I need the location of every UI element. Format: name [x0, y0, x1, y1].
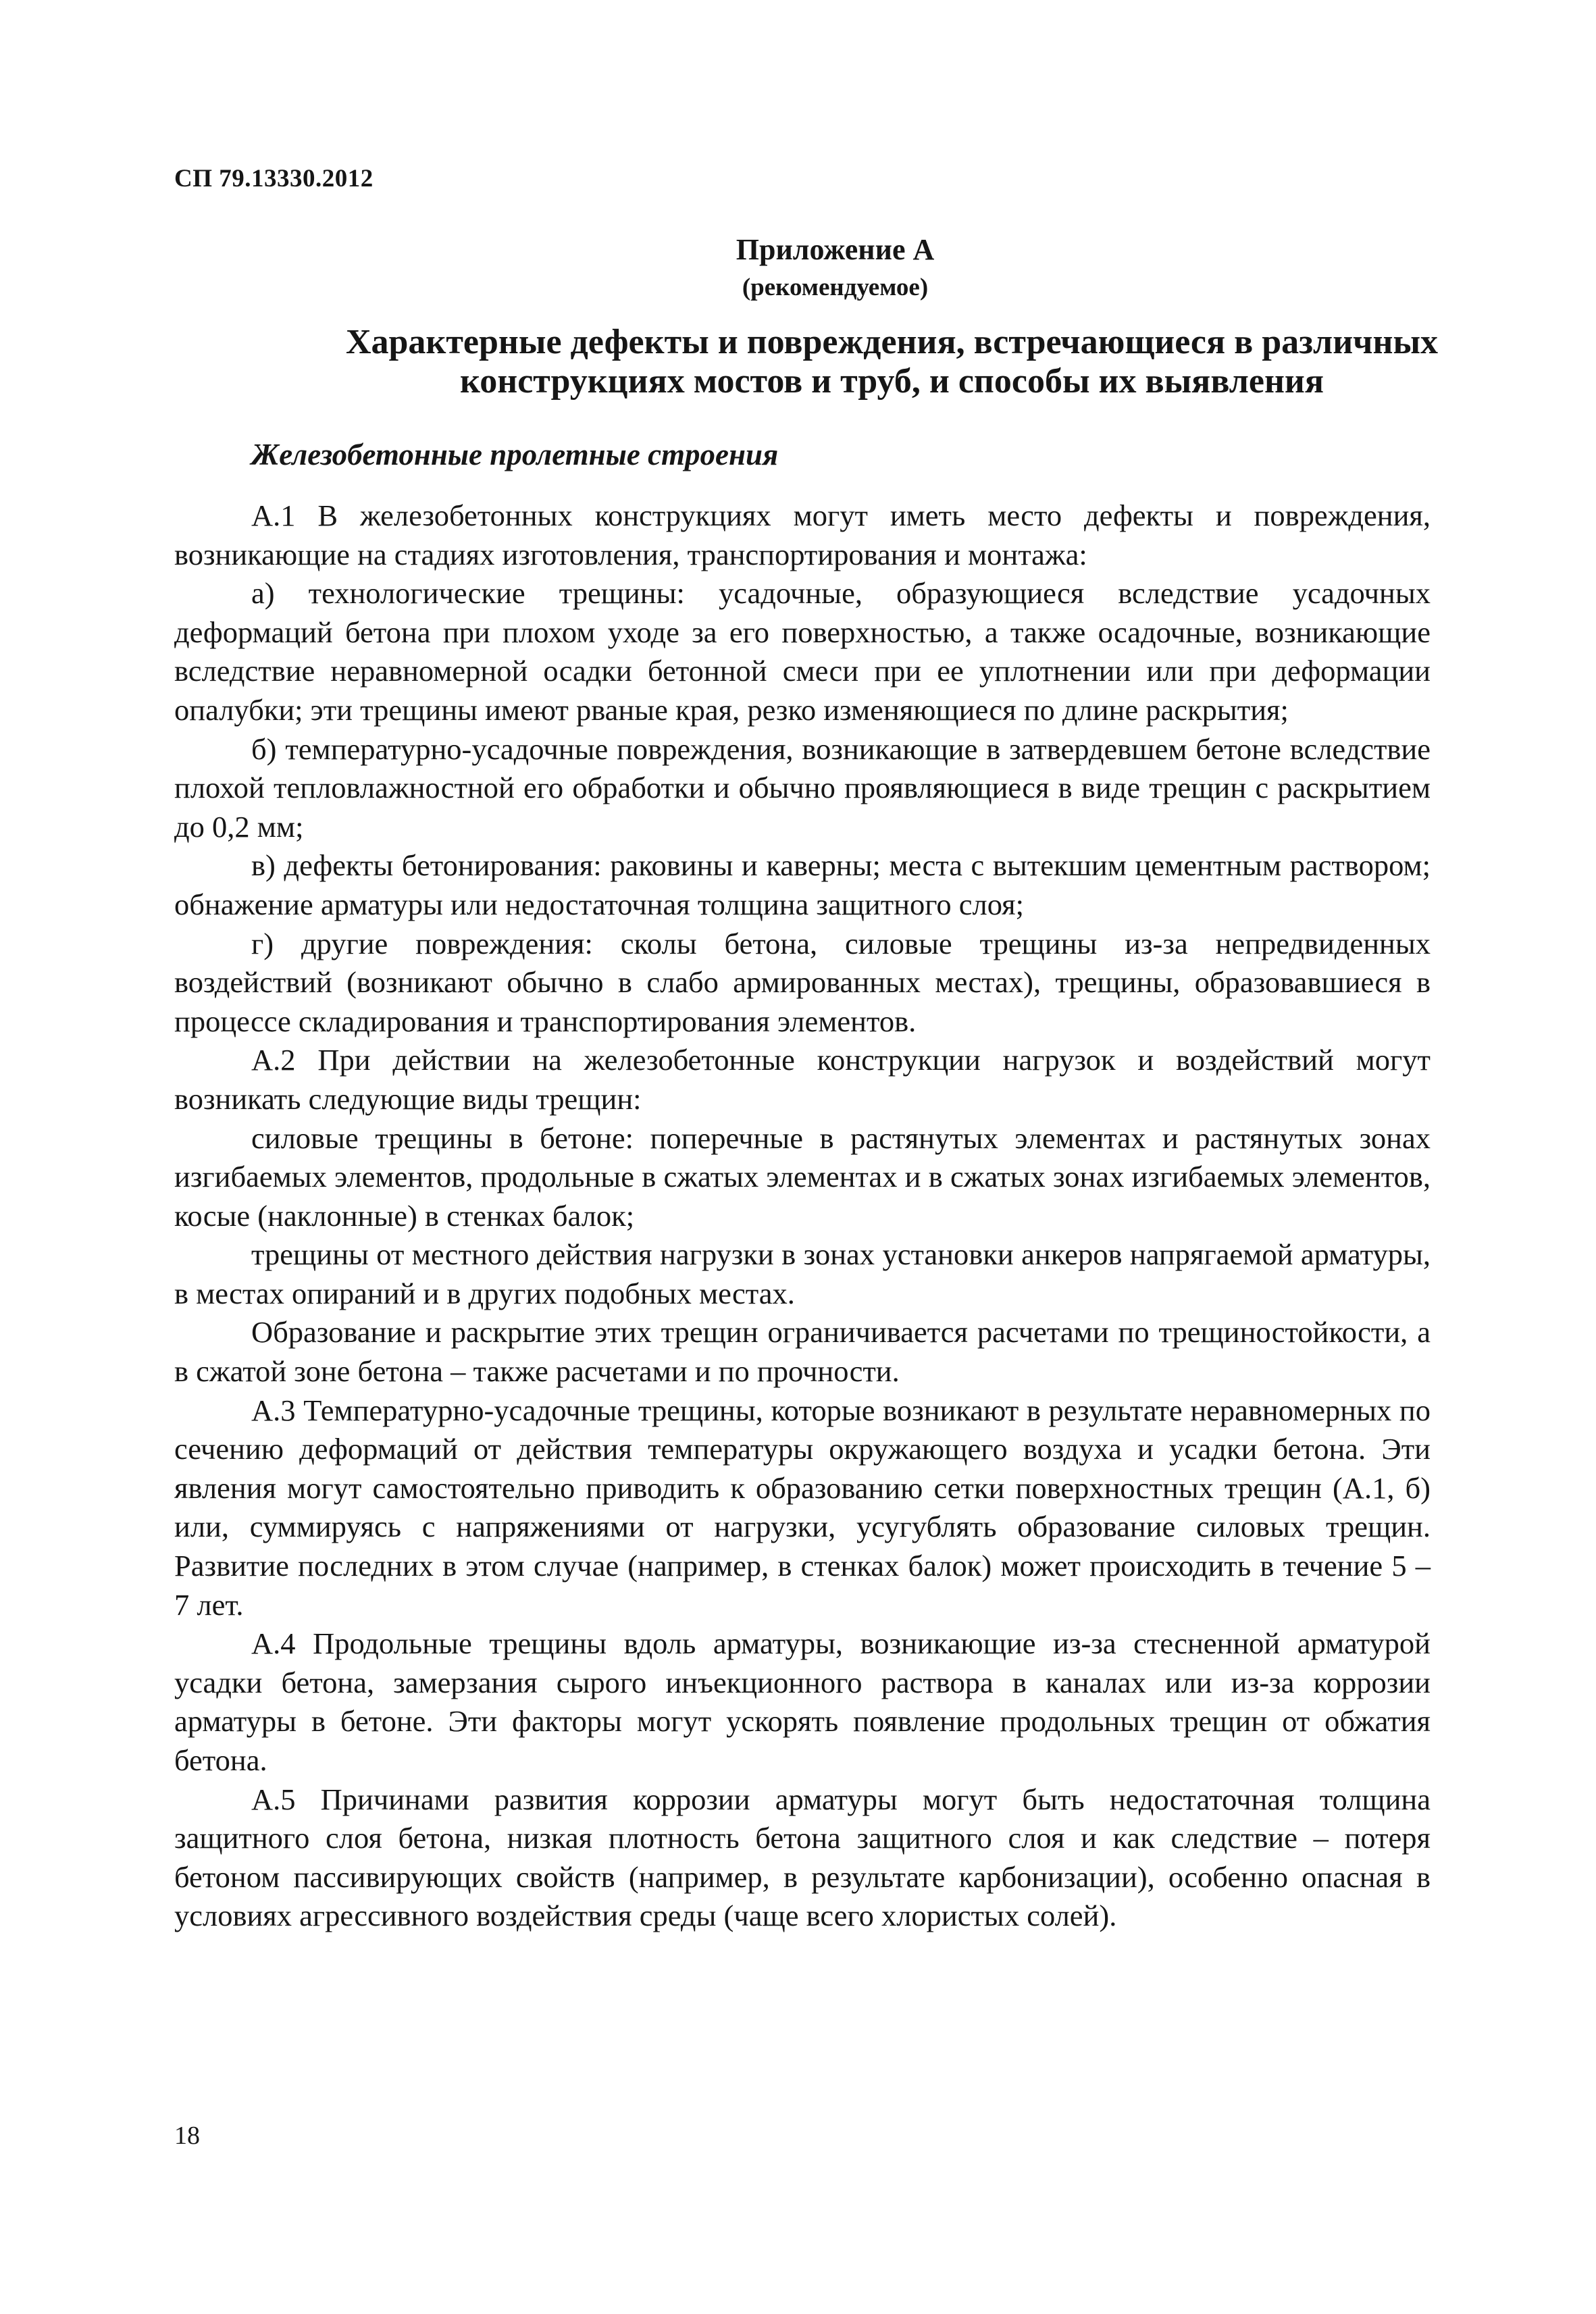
paragraph-a2-formation: Образование и раскрытие этих трещин ограничивается расчетами по трещиностойкости, а в сжатой зоне бетона – также расчетами и по прочности. — [174, 1315, 1431, 1389]
paragraph-a1-a: а) технологические трещины: усадочные, образующиеся вследствие усадочных деформаций бетона при плохом уходе за его поверхностью, а также осадочные, возникающие вследствие неравномерной осадки бетонной смеси при ее уплотнении или при деформации опалубки; эти трещины имеют рваные края, резко изменяющиеся по длине раскрытия; — [174, 576, 1431, 727]
paragraph-a1: А.1 В железобетонных конструкциях могут иметь место дефекты и повреждения, возникающие на стадиях изготовления, транспортирования и монтажа: — [174, 498, 1431, 571]
paragraph-a1-v: в) дефекты бетонирования: раковины и каверны; места с вытекшим цементным раствором; обнажение арматуры или недостаточная толщина защитного слоя; — [174, 848, 1431, 921]
appendix-status: (рекомендуемое) — [742, 274, 929, 301]
paragraph-a4: А.4 Продольные трещины вдоль арматуры, возникающие из-за стесненной арматурой усадки бетона, замерзания сырого инъекционного раствора в каналах или из-за коррозии арматуры в бетоне. Эти факторы могут ускорять появление продольных трещин от обжатия бетона. — [174, 1626, 1431, 1777]
paragraph-a2-local-cracks: трещины от местного действия нагрузки в зонах установки анкеров напрягаемой арматуры, в местах опираний и в других подобных местах. — [174, 1237, 1431, 1310]
paragraph-a1-b: б) температурно-усадочные повреждения, возникающие в затвердевшем бетоне вследствие плохой тепловлажностной его обработки и обычно проявляющиеся в виде трещин с раскрытием до 0,2 мм; — [174, 731, 1431, 844]
appendix-title: Приложение А — [736, 233, 935, 266]
main-title-line-2: конструкциях мостов и труб, и способы их выявления — [459, 362, 1324, 401]
document-code: СП 79.13330.2012 — [174, 165, 374, 192]
page-number: 18 — [174, 2122, 200, 2150]
paragraph-a1-g: г) другие повреждения: сколы бетона, силовые трещины из-за непредвиденных воздействий (возникают обычно в слабо армированных местах), трещины, образовавшиеся в процессе складирования и транспортирования элементов. — [174, 926, 1431, 1038]
main-title-line-1: Характерные дефекты и повреждения, встречающиеся в различных — [345, 323, 1439, 361]
body-text — [174, 496, 1431, 1936]
main-title — [174, 323, 1596, 401]
paragraph-a2: А.2 При действии на железобетонные конструкции нагрузок и воздействий могут возникать следующие виды трещин: — [174, 1043, 1431, 1116]
paragraph-a5: А.5 Причинами развития коррозии арматуры могут быть недостаточная толщина защитного слоя бетона, низкая плотность бетона защитного слоя и как следствие – потеря бетоном пассивирующих свойств (например, в результате карбонизации), особенно опасная в условиях агрессивного воздействия среды (чаще всего хлористых солей). — [174, 1782, 1431, 1933]
paragraph-a3: А.3 Температурно-усадочные трещины, которые возникают в результате неравномерных по сечению деформаций от действия температуры окружающего воздуха и усадки бетона. Эти явления могут самостоятельно приводить к образованию сетки поверхностных трещин (А.1, б) или, суммируясь с напряжениями от нагрузки, усугублять образование силовых трещин. Развитие последних в этом случае (например, в стенках балок) может происходить в течение 5 – 7 лет. — [174, 1393, 1431, 1622]
section-heading: Железобетонные пролетные строения — [251, 438, 779, 471]
paragraph-a2-force-cracks: силовые трещины в бетоне: поперечные в растянутых элементах и растянутых зонах изгибаемых элементов, продольные в сжатых элементах и в сжатых зонах изгибаемых элементов, косые (наклонные) в стенках балок; — [174, 1121, 1431, 1233]
